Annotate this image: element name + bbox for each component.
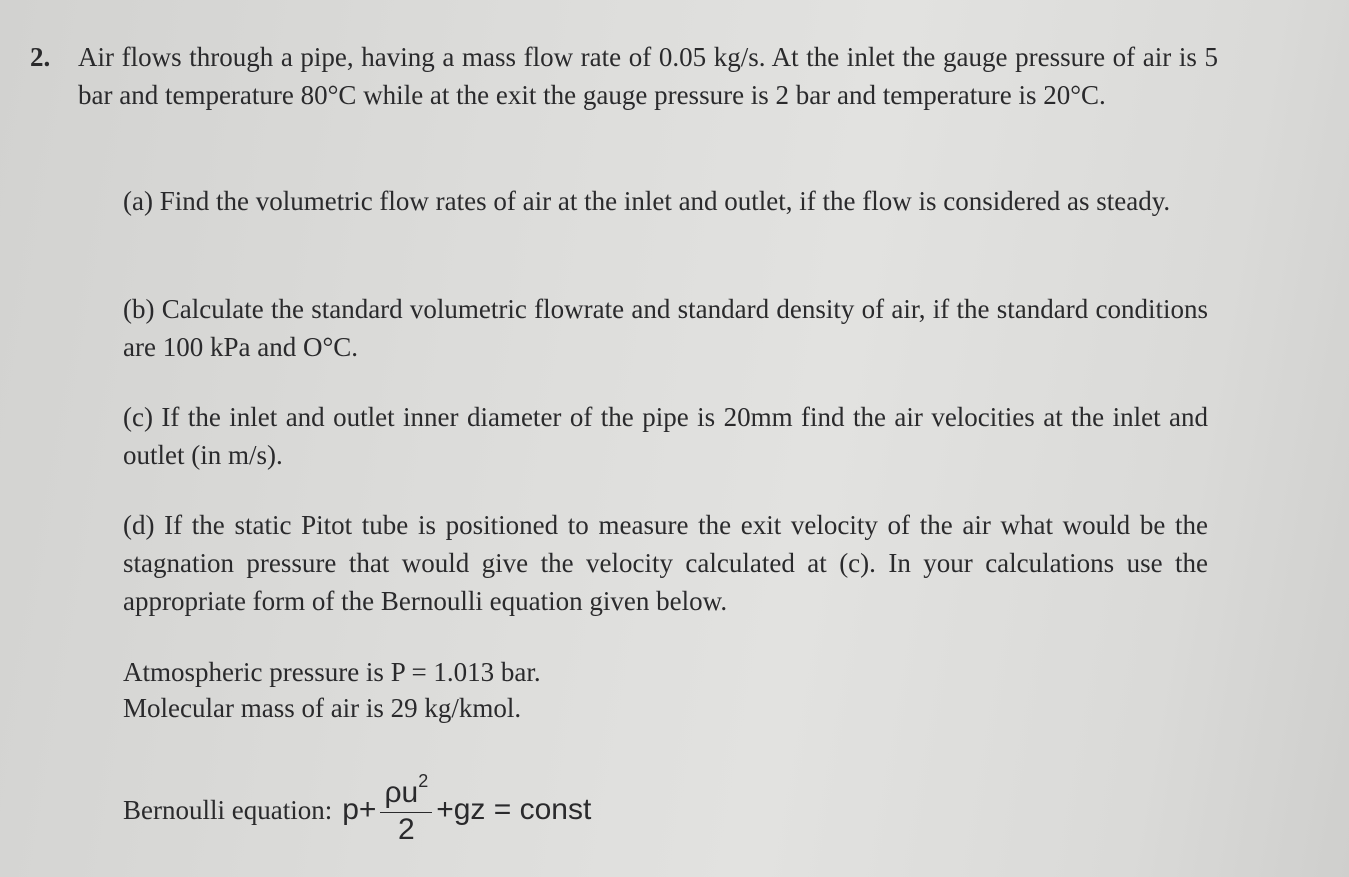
eq-numerator-base: ρu [384, 775, 419, 809]
part-a: (a) Find the volumetric flow rates of air at the inlet and outlet, if the flow is considered as steady. [123, 186, 1171, 216]
molecular-mass: Molecular mass of air is 29 kg/kmol. [123, 693, 522, 723]
eq-fraction [380, 768, 432, 847]
eq-exponent: 2 [418, 770, 429, 791]
eq-rest: +gz = const [436, 793, 592, 826]
part-c: (c) If the inlet and outlet inner diameter of the pipe is 20mm find the air velocities at the inlet and outlet (in m/s). [123, 402, 1208, 470]
question-2 [30, 38, 1230, 114]
eq-plus: + [358, 793, 377, 826]
question-intro: Air flows through a pipe, having a mass flow rate of 0.05 kg/s. At the inlet the gauge pressure of air is 5 bar and temperature 80°C while at the exit the gauge pressure is 2 bar and temperature is 20°C. [78, 42, 1218, 110]
part-d: (d) If the static Pitot tube is positioned to measure the exit velocity of the air what would be the stagnation pressure that would give the velocity calculated at (c). In your calculations use the appropriate form of the Bernoulli equation given below. [123, 510, 1208, 616]
bernoulli-equation [123, 762, 591, 858]
eq-denominator: 2 [397, 812, 415, 846]
eq-p: p [342, 793, 359, 826]
question-number: 2. [30, 42, 51, 72]
part-b: (b) Calculate the standard volumetric flowrate and standard density of air, if the standard conditions are 100 kPa and O°C. [123, 294, 1208, 362]
equation [342, 771, 591, 850]
given-data [123, 654, 541, 726]
bernoulli-label: Bernoulli equation: [123, 794, 333, 825]
eq-numerator [380, 768, 432, 813]
atmospheric-pressure: Atmospheric pressure is P = 1.013 bar. [123, 657, 541, 687]
